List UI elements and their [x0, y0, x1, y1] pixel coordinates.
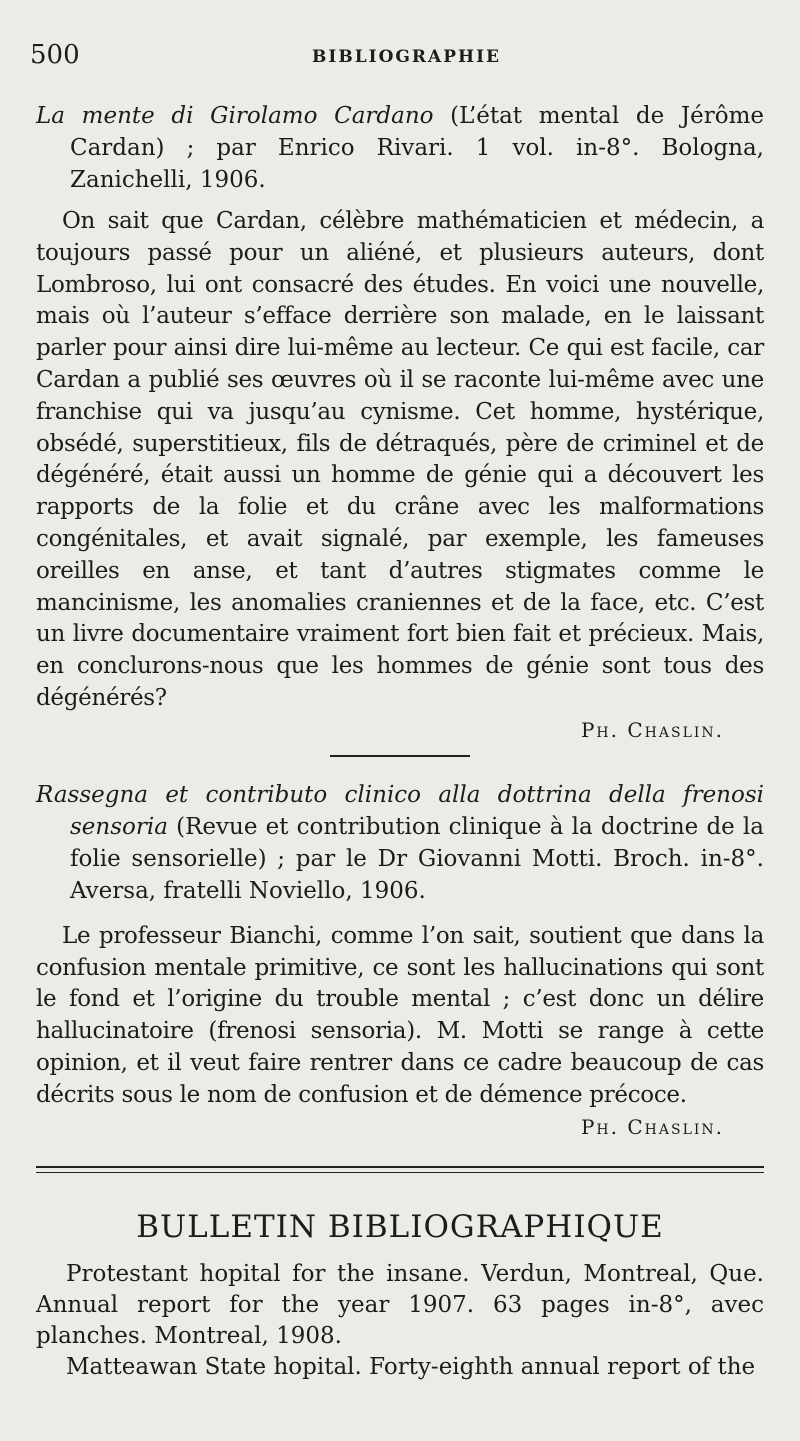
- separator-rule: [330, 755, 470, 757]
- review-heading: [36, 779, 764, 907]
- review-signature: Ph. Chaslin.: [580, 717, 724, 742]
- review-text: On sait que Cardan, célèbre mathématicien et médecin, a toujours passé pour un aliéné, et plusieurs auteurs, dont Lombroso, lui ont consacré des études. En voici une nouvelle, mais où l’auteur s’efface derrière son malade, en le laissant parler pour ainsi dire lui-même au lecteur. Ce qui est facile, car Cardan a publié ses œuvres où il se raconte lui-même avec une franchise qui va jusqu’au cynisme. Cet homme, hystérique, obsédé, superstitieux, fils de détraqués, père de criminel et de dégénéré, était aussi un homme de génie qui a découvert les rapports de la folie et du crâne avec les malformations congénitales, et avait signalé, par exemple, les fameuses oreilles en anse, et tant d’autres stigmates comme le mancinisme, les anomalies craniennes et de la face, etc. C’est un livre documentaire vraiment fort bien fait et précieux. Mais, en conclurons-nous que les hommes de génie sont tous des dégénérés?: [36, 208, 764, 711]
- review-title: La mente di Girolamo Cardano: [36, 103, 434, 129]
- review-motti: [36, 779, 764, 1142]
- section-divider: [36, 1166, 764, 1173]
- review-heading: [36, 100, 764, 196]
- review-citation: (L’état mental de Jérôme Cardan) ; par Enrico Rivari. 1 vol. in-8°. Bologna, Zanichelli, 1906.: [70, 103, 764, 193]
- review-citation: (Revue et contribution clinique à la doctrine de la folie sensorielle) ; par le Dr Giovanni Motti. Broch. in-8°. Aversa, fratelli Noviello, 1906.: [70, 813, 764, 904]
- section-title: BULLETIN BIBLIOGRAPHIQUE: [136, 1208, 664, 1245]
- bulletin-entry: Matteawan State hopital. Forty-eighth annual report of the: [66, 1353, 756, 1380]
- review-cardano: [36, 100, 764, 745]
- bulletin-section: [36, 1207, 764, 1383]
- page-number: 500: [30, 40, 80, 70]
- page-header: [30, 40, 770, 80]
- review-title: Rassegna et contributo clinico alla dottrina della frenosi sensoria: [36, 781, 764, 840]
- running-head: BIBLIOGRAPHIE: [312, 47, 501, 67]
- review-signature: Ph. Chaslin.: [580, 1114, 724, 1139]
- page-body: [36, 100, 764, 1383]
- bulletin-entry: Protestant hopital for the insane. Verdun, Montreal, Que. Annual report for the year 1907. 63 pages in-8°, avec planches. Montreal, 1908.: [36, 1260, 764, 1349]
- review-text: Le professeur Bianchi, comme l’on sait, soutient que dans la confusion mentale primitive, ce sont les hallucinations qui sont le fond et l’origine du trouble mental ; c’est donc un délire hallucinatoire (frenosi sensoria). M. Motti se range à cette opinion, et il veut faire rentrer dans ce cadre beaucoup de cas décrits sous le nom de confusion et de démence précoce.: [36, 922, 764, 1108]
